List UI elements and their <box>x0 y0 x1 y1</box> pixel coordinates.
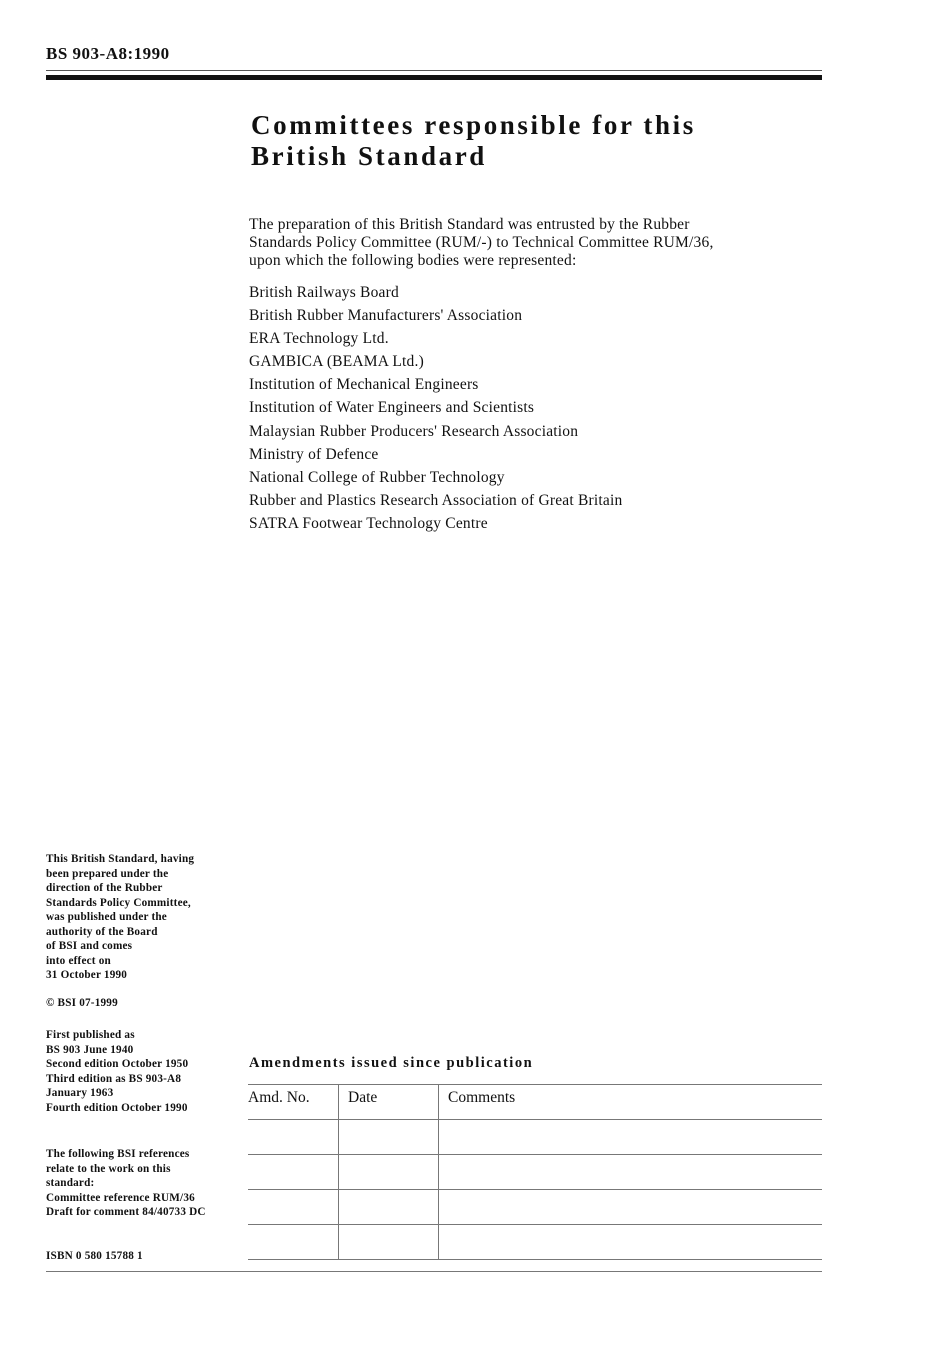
amendments-table <box>248 1084 822 1260</box>
list-item: National College of Rubber Technology <box>249 468 505 486</box>
header-rule-thick <box>46 75 822 80</box>
reference-line: relate to the work on this <box>46 1162 171 1175</box>
authority-note <box>46 852 246 983</box>
table-cell <box>248 1225 339 1260</box>
table-header-row <box>248 1085 822 1120</box>
page-title <box>251 110 696 172</box>
list-item: Institution of Water Engineers and Scientists <box>249 399 535 417</box>
table-row <box>248 1155 822 1190</box>
list-item: British Railways Board <box>249 284 399 301</box>
column-header-amd-no: Amd. No. <box>248 1085 339 1120</box>
intro-line-1: The preparation of this British Standard was entrusted by the Rubber <box>249 216 690 233</box>
authority-line: of BSI and comes <box>46 940 133 952</box>
column-header-comments: Comments <box>439 1085 823 1120</box>
publication-history <box>46 1028 246 1115</box>
list-item: British Rubber Manufacturers' Association <box>249 307 523 325</box>
list-item: ERA Technology Ltd. <box>249 330 389 348</box>
document-id: BS 903-A8:1990 <box>46 44 170 63</box>
isbn: ISBN 0 580 15788 1 <box>46 1250 143 1262</box>
history-line: BS 903 June 1940 <box>46 1043 134 1056</box>
table-cell <box>248 1120 339 1155</box>
column-header-date: Date <box>339 1085 439 1120</box>
authority-line: This British Standard, having <box>46 853 195 865</box>
authority-line: into effect on <box>46 954 111 967</box>
table-cell <box>439 1155 823 1190</box>
table-row <box>248 1225 822 1260</box>
list-item: Institution of Mechanical Engineers <box>249 376 479 394</box>
intro-line-2: Standards Policy Committee (RUM/-) to Technical Committee RUM/36, <box>249 234 714 251</box>
intro-paragraph <box>249 216 809 270</box>
history-line: Fourth edition October 1990 <box>46 1101 188 1114</box>
page-title-line-1: Committees responsible for this <box>251 110 696 140</box>
page-title-line-2: British Standard <box>251 141 487 171</box>
table-cell <box>339 1120 439 1155</box>
table-row <box>248 1120 822 1155</box>
table-cell <box>439 1120 823 1155</box>
reference-line: Committee reference RUM/36 <box>46 1191 195 1204</box>
table-cell <box>248 1190 339 1225</box>
list-item: Rubber and Plastics Research Association of Great Britain <box>249 491 623 509</box>
list-item: Ministry of Defence <box>249 445 379 463</box>
copyright-notice: © BSI 07-1999 <box>46 997 118 1009</box>
intro-line-3: upon which the following bodies were represented: <box>249 252 577 269</box>
amendments-title: Amendments issued since publication <box>249 1055 534 1071</box>
list-item: SATRA Footwear Technology Centre <box>249 514 488 532</box>
authority-line: been prepared under the <box>46 867 169 880</box>
history-line: January 1963 <box>46 1087 114 1099</box>
header-rule-thin <box>46 70 822 71</box>
table-cell <box>439 1190 823 1225</box>
table-cell <box>339 1225 439 1260</box>
table-row <box>248 1190 822 1225</box>
table-cell <box>339 1190 439 1225</box>
authority-line: was published under the <box>46 911 167 923</box>
history-line: Third edition as BS 903-A8 <box>46 1072 182 1085</box>
history-line: First published as <box>46 1029 135 1041</box>
authority-line: Standards Policy Committee, <box>46 896 191 909</box>
reference-line: The following BSI references <box>46 1148 190 1160</box>
represented-bodies-list <box>249 284 622 538</box>
table-cell <box>439 1225 823 1260</box>
bsi-references <box>46 1147 246 1220</box>
table-cell <box>248 1155 339 1190</box>
list-item: GAMBICA (BEAMA Ltd.) <box>249 353 424 371</box>
reference-line: Draft for comment 84/40733 DC <box>46 1206 206 1218</box>
table-cell <box>339 1155 439 1190</box>
list-item: Malaysian Rubber Producers' Research Association <box>249 422 579 440</box>
authority-line: authority of the Board <box>46 925 158 938</box>
reference-line: standard: <box>46 1177 95 1189</box>
footer-rule <box>46 1271 822 1272</box>
authority-line: 31 October 1990 <box>46 969 128 981</box>
authority-line: direction of the Rubber <box>46 882 163 894</box>
history-line: Second edition October 1950 <box>46 1058 189 1070</box>
